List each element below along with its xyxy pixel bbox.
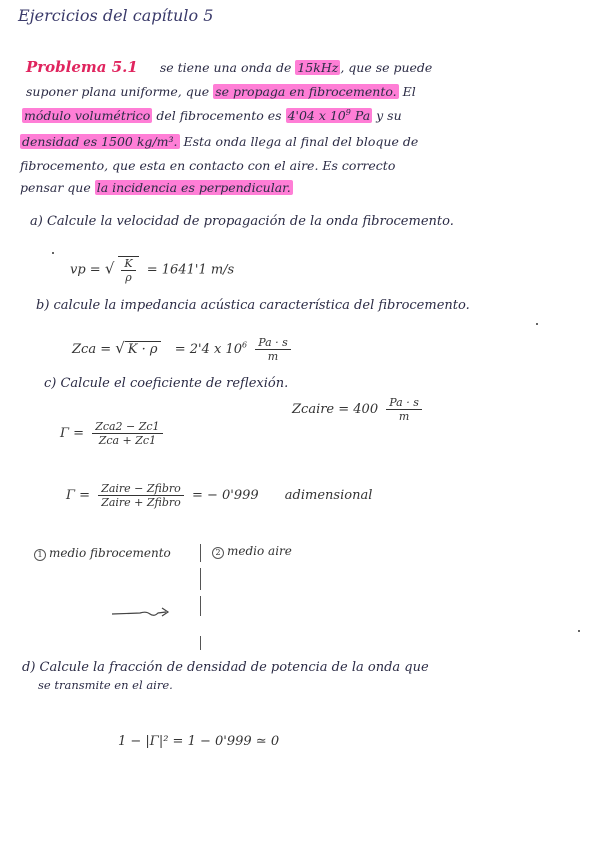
question-d-line-2: se transmite en el aire. <box>38 678 173 692</box>
ink-dot <box>536 323 538 325</box>
problem-line-3 <box>22 108 402 123</box>
question-a: a) Calcule la velocidad de propagación de la onda fibrocemento. <box>30 214 454 229</box>
question-b: b) calcule la impedancia acústica característica del fibrocemento. <box>36 298 470 313</box>
highlight-propagation: se propaga en fibrocemento. <box>215 84 397 99</box>
problem-text: se tiene una onda de <box>159 60 292 75</box>
modulus-unit: Pa <box>354 108 371 124</box>
medium-1-text: medio fibrocemento <box>49 546 171 560</box>
unit-denominator: m <box>267 350 279 363</box>
interface-line-bottom <box>200 636 201 650</box>
fraction-numerator: Zaire − Zfibro <box>98 482 184 496</box>
ink-dot <box>578 630 580 632</box>
equation-gamma-value <box>66 482 372 509</box>
medium-2-text: medio aire <box>227 544 292 558</box>
fraction-numerator: K <box>121 257 135 271</box>
modulus-exponent: 9 <box>345 108 351 117</box>
equation-lhs: Zca = <box>72 342 112 357</box>
problem-text: pensar que <box>20 180 91 195</box>
problem-text: Esta onda llega al final del bloque de <box>183 134 419 149</box>
unit-fraction <box>255 336 291 363</box>
page-title: Ejercicios del capítulo 5 <box>18 6 214 25</box>
equation-lhs: Zcaire = 400 <box>292 402 379 417</box>
modulus-value: 4'04 x 10 <box>287 108 346 124</box>
wave-arrow-icon <box>110 602 172 622</box>
equation-lhs: Γ = <box>66 488 91 503</box>
equation-z-aire <box>292 396 426 423</box>
highlight-incidence: la incidencia es perpendicular. <box>96 180 291 195</box>
unit-denominator: m <box>398 410 410 423</box>
gamma-fraction <box>92 420 162 447</box>
problem-line-4 <box>20 134 418 149</box>
fraction-denominator: Zaire + Zfibro <box>101 496 181 509</box>
equation-result: = − 0'999 <box>191 488 259 503</box>
equation-d: 1 − |Γ|² = 1 − 0'999 ≃ 0 <box>118 734 280 749</box>
circled-number-2: 2 <box>212 547 224 559</box>
sqrt-radicand: K · ρ <box>125 341 161 357</box>
question-d-line-1: d) Calcule la fracción de densidad de potencia de la onda que <box>22 660 429 675</box>
equation-gamma-general <box>60 420 167 447</box>
equation-b: Zca = √ K · ρ = 2'4 x $10^6$ $\frac{Pa \cdot s}{m}$ <box>72 336 295 363</box>
medium-2-label <box>212 544 292 559</box>
problem-line-6 <box>20 180 293 195</box>
question-c: c) Calcule el coeficiente de reflexión. <box>44 376 289 391</box>
interface-line-mid <box>200 568 201 590</box>
equation-exponent: 6 <box>241 340 248 350</box>
gamma-fraction <box>98 482 184 509</box>
problem-line-5: fibrocemento, que esta en contacto con el aire. Es correcto <box>20 158 396 173</box>
problem-text: suponer plana uniforme, que <box>26 84 210 99</box>
unit-note: adimensional <box>284 488 373 503</box>
equation-a: vp = √ $\frac{K}{\rho}$ = 1641'1 m/s <box>70 257 235 284</box>
highlight-frequency: 15kHz <box>297 60 339 75</box>
unit-numerator: Pa · s <box>386 396 422 410</box>
problem-text: del fibrocemento es <box>156 108 282 124</box>
equation-lhs: Γ = <box>60 426 85 441</box>
equation-lhs: vp = <box>70 262 101 278</box>
unit-fraction <box>386 396 422 423</box>
fraction-denominator: ρ <box>125 271 132 284</box>
unit-numerator: Pa · s <box>255 336 291 350</box>
fraction-denominator: Zca + Zc1 <box>98 434 157 447</box>
interface-line-low <box>200 596 201 616</box>
problem-line-2 <box>26 84 416 99</box>
problem-line-1 <box>26 58 432 76</box>
interface-line-top <box>200 544 201 562</box>
problem-text: , que se puede <box>340 60 433 75</box>
medium-1-label <box>34 546 171 561</box>
problem-text: y su <box>376 108 402 124</box>
highlight-density: densidad es 1500 kg/m³. <box>22 134 178 149</box>
problem-label: Problema 5.1 <box>26 58 138 76</box>
problem-text: El <box>402 84 416 99</box>
ink-dot <box>52 252 54 254</box>
circled-number-1: 1 <box>34 549 46 561</box>
highlight-modulus-value <box>286 108 373 123</box>
sqrt-fraction <box>118 256 138 284</box>
fraction-numerator: Zca2 − Zc1 <box>92 420 162 434</box>
equation-result: = 1641'1 m/s <box>146 262 235 278</box>
highlight-bulk-modulus: módulo volumétrico <box>24 108 151 124</box>
equation-result: = 2'4 x 10 <box>174 342 242 357</box>
